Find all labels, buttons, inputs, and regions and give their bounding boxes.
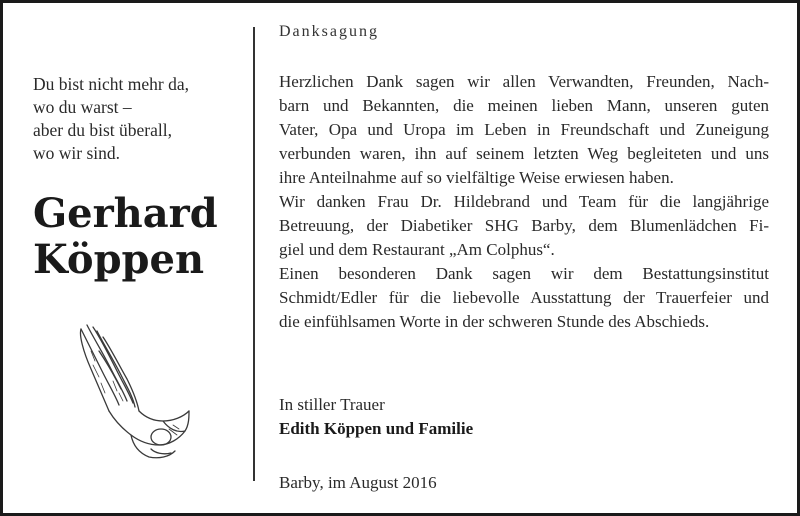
text-line: Schmidt/Edler für die liebevolle Ausstattung der Trauerfeier und xyxy=(279,288,769,307)
deceased-name xyxy=(33,191,243,283)
text-line: Herzlichen Dank sagen wir allen Verwandten, Freunden, Nach- xyxy=(279,72,769,91)
closing-text: In stiller Trauer xyxy=(279,395,385,414)
heading: Danksagung xyxy=(279,23,379,40)
left-column xyxy=(33,73,243,283)
last-name: Köppen xyxy=(33,236,205,283)
poem-line: wo du warst – xyxy=(33,97,132,117)
praying-hands-icon xyxy=(73,321,193,461)
thank-you-text xyxy=(279,70,769,334)
text-line: ihre Anteilnahme auf so vielfältige Weise erwiesen haben. xyxy=(279,168,674,187)
text-line: Wir danken Frau Dr. Hildebrand und Team für die langjährige xyxy=(279,192,769,211)
text-line: giel und dem Restaurant „Am Colphus“. xyxy=(279,240,555,259)
poem-line: wo wir sind. xyxy=(33,143,121,163)
place-date: Barby, im August 2016 xyxy=(279,473,437,492)
vertical-divider xyxy=(253,27,255,481)
text-line: Betreuung, der Diabetiker SHG Barby, dem Blumenlädchen Fi- xyxy=(279,216,769,235)
first-name: Gerhard xyxy=(33,190,218,237)
poem-line: aber du bist überall, xyxy=(33,120,172,140)
poem-line: Du bist nicht mehr da, xyxy=(33,74,190,94)
right-column xyxy=(279,19,769,334)
text-line: verbunden waren, ihn auf seinem letzten Weg begleiteten und uns xyxy=(279,144,769,163)
text-line: Einen besonderen Dank sagen wir dem Bestattungsinstitut xyxy=(279,264,769,283)
text-line: die einfühlsamen Worte in der schweren Stunde des Abschieds. xyxy=(279,312,710,331)
text-line: Vater, Opa und Uropa im Leben in Freundschaft und Zuneigung xyxy=(279,120,769,139)
family-signature: Edith Köppen und Familie xyxy=(279,419,474,438)
text-line: barn und Bekannten, die meinen lieben Mann, unseren guten xyxy=(279,96,769,115)
poem xyxy=(33,73,243,165)
